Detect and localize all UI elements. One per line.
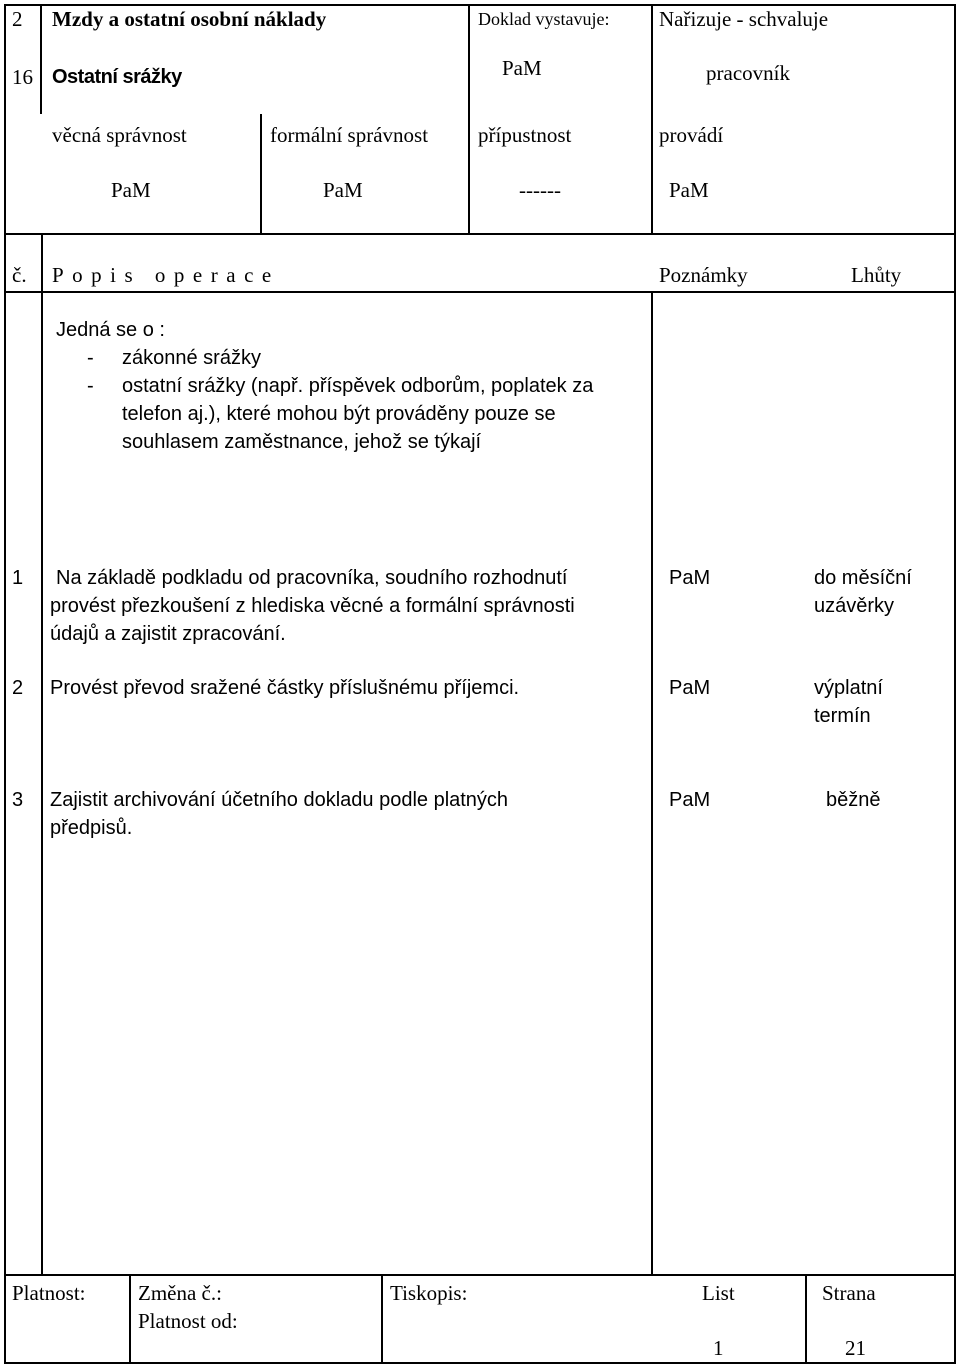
header-chapter-title: Mzdy a ostatní osobní náklady <box>52 7 327 31</box>
vline-col2 <box>260 114 262 234</box>
col-header-popis: Popis operace <box>52 263 280 287</box>
operation-text-line: provést přezkoušení z hlediska věcné a formální správnosti <box>50 595 575 617</box>
operation-text-line: Zajistit archivování účetního dokladu podle platných <box>50 789 509 811</box>
check-value-provadi: PaM <box>669 178 709 202</box>
outer-border-right <box>954 4 956 1364</box>
operation-note: PaM <box>669 789 711 811</box>
footer-vline-2 <box>381 1274 383 1364</box>
footer-divider <box>4 1274 956 1276</box>
footer-list-label: List <box>702 1281 735 1305</box>
check-label-provadi: provádí <box>659 123 724 147</box>
footer-zmena: Změna č.: <box>138 1281 222 1305</box>
header-divider-1 <box>4 233 956 235</box>
vline-col3-top <box>468 4 470 234</box>
operation-deadline-line: běžně <box>826 789 881 811</box>
doklad-label: Doklad vystavuje: <box>478 9 610 29</box>
operation-deadline-line: termín <box>814 705 871 727</box>
outer-border-bottom <box>4 1362 956 1364</box>
operation-note: PaM <box>669 677 711 699</box>
header-chapter-number: 2 <box>12 7 23 31</box>
check-value-vecna: PaM <box>111 178 151 202</box>
intro-item-line: ostatní srážky (např. příspěvek odborům, poplatek za <box>122 375 594 397</box>
operation-deadline-line: do měsíční <box>814 567 912 589</box>
intro-item-dash: - <box>87 347 94 369</box>
intro-lead: Jedná se o : <box>56 319 165 341</box>
intro-item-line: telefon aj.), které mohou být prováděny pouze se <box>122 403 556 425</box>
footer-platnost: Platnost: <box>12 1281 86 1305</box>
operation-number: 3 <box>12 789 24 811</box>
intro-item-line: souhlasem zaměstnance, jehož se týkají <box>122 431 482 453</box>
header-subchapter-number: 16 <box>12 65 33 89</box>
footer-strana-value: 21 <box>845 1336 866 1360</box>
vline-num-top <box>40 4 42 114</box>
vline-num-body <box>41 233 43 1275</box>
header-subchapter-title: Ostatní srážky <box>52 66 182 88</box>
operation-number: 2 <box>12 677 24 699</box>
col-header-poznamky: Poznámky <box>659 263 748 287</box>
vline-col4-top <box>651 4 653 234</box>
footer-tiskopis: Tiskopis: <box>390 1281 468 1305</box>
col-header-number: č. <box>12 263 27 287</box>
operation-text-line: Provést převod sražené částky příslušnému příjemci. <box>50 677 520 699</box>
operation-number: 1 <box>12 567 24 589</box>
footer-list-value: 1 <box>713 1336 724 1360</box>
check-label-vecna: věcná správnost <box>52 123 187 147</box>
check-label-pripustnost: přípustnost <box>478 123 572 147</box>
footer-vline-3 <box>805 1274 807 1364</box>
check-value-pripustnost: ------ <box>519 178 561 202</box>
header-divider-2 <box>4 291 956 293</box>
narizuje-value: pracovník <box>706 61 790 85</box>
footer-strana-label: Strana <box>822 1281 876 1305</box>
operation-text-line: Na základě podkladu od pracovníka, soudního rozhodnutí <box>56 567 568 589</box>
check-value-formalni: PaM <box>323 178 363 202</box>
operation-deadline-line: uzávěrky <box>814 595 895 617</box>
vline-notes <box>651 291 653 1275</box>
outer-border-left <box>4 4 6 1364</box>
doklad-value: PaM <box>502 56 542 80</box>
operation-text-line: předpisů. <box>50 817 133 839</box>
intro-item-line: zákonné srážky <box>122 347 261 369</box>
check-label-formalni: formální správnost <box>270 123 429 147</box>
operation-note: PaM <box>669 567 711 589</box>
outer-border-top <box>4 4 956 6</box>
intro-item-dash: - <box>87 375 94 397</box>
narizuje-label: Nařizuje - schvaluje <box>659 7 829 31</box>
footer-platnost-od: Platnost od: <box>138 1309 238 1333</box>
col-header-lhuty: Lhůty <box>851 263 902 287</box>
operation-text-line: údajů a zajistit zpracování. <box>50 623 286 645</box>
operation-deadline-line: výplatní <box>814 677 883 699</box>
footer-vline-1 <box>129 1274 131 1364</box>
